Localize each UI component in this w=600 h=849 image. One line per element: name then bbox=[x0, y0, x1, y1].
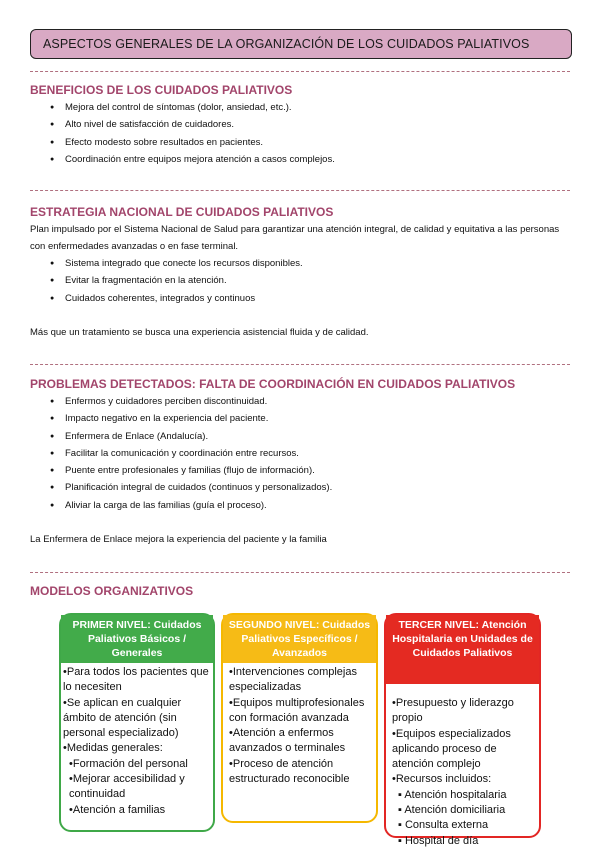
estrategia-list bbox=[50, 255, 303, 307]
page-title: ASPECTOS GENERALES DE LA ORGANIZACIÓN DE LOS CUIDADOS PALIATIVOS bbox=[30, 29, 572, 59]
section-divider bbox=[30, 190, 570, 191]
list-item: ● Mejora del control de síntomas (dolor, ansiedad, etc.). bbox=[50, 99, 335, 116]
section-divider bbox=[30, 71, 570, 72]
section-divider bbox=[30, 364, 570, 365]
level-subitem: ▪ Consulta externa bbox=[398, 819, 489, 832]
level-card-header bbox=[61, 615, 213, 663]
list-item: ● Cuidados coherentes, integrados y continuos bbox=[50, 290, 303, 307]
section-heading-modelos: MODELOS ORGANIZATIVOS bbox=[30, 584, 194, 598]
list-item: ● Facilitar la comunicación y coordinación entre recursos. bbox=[50, 445, 332, 462]
problemas-note: La Enfermera de Enlace mejora la experiencia del paciente y la familia bbox=[30, 534, 327, 545]
list-item: ● Sistema integrado que conecte los recursos disponibles. bbox=[50, 255, 303, 272]
level-title-b: Atención Hospitalaria en Unidades de Cuidados Paliativos bbox=[392, 619, 533, 659]
level-items bbox=[61, 663, 213, 818]
problemas-list bbox=[50, 393, 332, 514]
section-divider bbox=[30, 572, 570, 573]
list-item: ● Coordinación entre equipos mejora atención a casos complejos. bbox=[50, 151, 335, 168]
list-item: ● Efecto modesto sobre resultados en pacientes. bbox=[50, 134, 335, 151]
beneficios-list bbox=[50, 99, 335, 168]
level-card-header bbox=[223, 615, 376, 663]
list-item: ● Evitar la fragmentación en la atención. bbox=[50, 272, 303, 289]
section-heading-problemas: PROBLEMAS DETECTADOS: FALTA DE COORDINACIÓN EN CUIDADOS PALIATIVOS bbox=[30, 377, 516, 391]
level-subitem: ▪ Hospital de día bbox=[398, 834, 479, 847]
list-item: ● Planificación integral de cuidados (continuos y personalizados). bbox=[50, 479, 332, 496]
estrategia-intro: Plan impulsado por el Sistema Nacional de Salud para garantizar una atención integral, de calidad y equitativa a las personas con enfermedades avanzadas o en fase terminal. bbox=[30, 224, 560, 252]
level-subitem: ▪ Atención domiciliaria bbox=[398, 804, 506, 817]
level-item: •Medidas generales: bbox=[63, 742, 163, 755]
level-subitem: •Mejorar accesibilidad y continuidad bbox=[69, 773, 185, 801]
list-item: ● Aliviar la carga de las familias (guía el proceso). bbox=[50, 497, 332, 514]
estrategia-note: Más que un tratamiento se busca una experiencia asistencial fluida y de calidad. bbox=[30, 327, 369, 338]
level-subitem: •Atención a familias bbox=[69, 803, 166, 816]
level-title-a: SEGUNDO NIVEL: bbox=[228, 619, 320, 631]
level-title-b: Cuidados Paliativos Básicos / Generales bbox=[87, 619, 202, 659]
level-title-a: TERCER NIVEL: bbox=[398, 619, 480, 631]
level-item: •Para todos los pacientes que lo necesiten bbox=[63, 666, 209, 694]
level-item: •Se aplican en cualquier ámbito de atención (sin personal especializado) bbox=[63, 696, 182, 740]
level-card-primer bbox=[59, 613, 215, 832]
level-item: •Recursos incluidos: bbox=[392, 773, 492, 786]
level-item: •Intervenciones complejas especializadas bbox=[229, 666, 357, 694]
level-items bbox=[386, 684, 539, 849]
list-item: ● Puente entre profesionales y familias (flujo de información). bbox=[50, 462, 332, 479]
section-heading-beneficios: BENEFICIOS DE LOS CUIDADOS PALIATIVOS bbox=[30, 83, 293, 97]
level-card-tercer bbox=[384, 613, 541, 847]
level-items bbox=[223, 663, 376, 787]
level-item: •Presupuesto y liderazgo propio bbox=[392, 697, 514, 725]
level-subitem: •Formación del personal bbox=[69, 757, 188, 770]
list-item: ● Enfermos y cuidadores perciben discontinuidad. bbox=[50, 393, 332, 410]
list-item: ● Impacto negativo en la experiencia del paciente. bbox=[50, 410, 332, 427]
level-card-header bbox=[386, 615, 539, 684]
list-item: ● Enfermera de Enlace (Andalucía). bbox=[50, 428, 332, 445]
level-card-segundo bbox=[221, 613, 378, 823]
level-title-b: Cuidados Paliativos Específicos / Avanzados bbox=[241, 619, 371, 659]
level-title-a: PRIMER NIVEL: bbox=[72, 619, 151, 631]
list-item: ● Alto nivel de satisfacción de cuidadores. bbox=[50, 116, 335, 133]
level-item: •Proceso de atención estructurado reconocible bbox=[229, 757, 350, 786]
section-heading-estrategia: ESTRATEGIA NACIONAL DE CUIDADOS PALIATIVOS bbox=[30, 205, 334, 219]
level-subitem: ▪ Atención hospitalaria bbox=[398, 788, 507, 801]
level-item: •Atención a enfermos avanzados o terminales bbox=[229, 727, 346, 755]
level-item: •Equipos multiprofesionales con formación avanzada bbox=[229, 696, 365, 724]
level-item: •Equipos especializados aplicando proceso de atención complejo bbox=[392, 727, 511, 771]
